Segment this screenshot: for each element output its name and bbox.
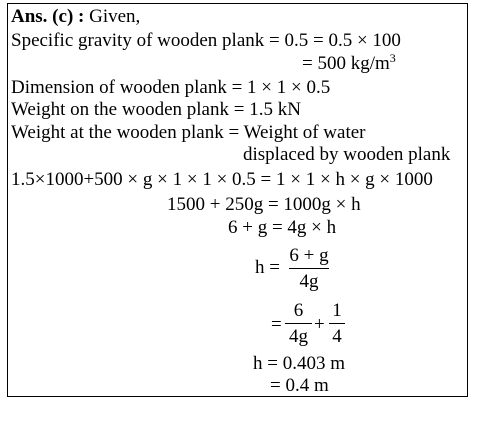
weight-equation-continuation: displaced by wooden plank — [243, 144, 451, 165]
first-split-numerator: 6 — [293, 300, 304, 321]
unit-exponent: 3 — [389, 51, 396, 65]
h-fraction-denominator: 4g — [299, 271, 319, 292]
answer-label: Ans. (c) : — [11, 6, 85, 27]
final-answer-line: = 0.4 m — [270, 375, 329, 396]
first-split-fraction — [285, 300, 312, 348]
second-split-fraction — [329, 300, 345, 348]
simplified-equation-line: 1500 + 250g = 1000g × h — [167, 194, 361, 215]
fraction-bar — [285, 323, 312, 324]
first-split-denominator: 4g — [289, 326, 308, 347]
fraction-bar — [289, 268, 329, 269]
second-split-denominator: 4 — [332, 326, 342, 347]
split-equals-sign: = — [271, 314, 282, 335]
answer-heading-line — [11, 6, 140, 28]
fraction-bar — [329, 323, 345, 324]
second-split-numerator: 1 — [332, 300, 342, 321]
weight-equation-line: Weight at the wooden plank = Weight of water — [11, 122, 366, 143]
specific-gravity-value: = 500 kg/m — [302, 53, 390, 74]
h-equals-label: h = — [255, 257, 280, 278]
reduced-equation-line: 6 + g = 4g × h — [228, 217, 337, 238]
plus-sign: + — [314, 314, 325, 335]
specific-gravity-result — [302, 53, 396, 75]
dimension-line: Dimension of wooden plank = 1 × 1 × 0.5 — [11, 77, 331, 98]
h-fraction-numerator: 6 + g — [289, 245, 329, 266]
h-fraction — [289, 245, 329, 293]
weight-on-plank-line: Weight on the wooden plank = 1.5 kN — [11, 99, 301, 120]
height-result-line: h = 0.403 m — [253, 353, 345, 374]
answer-intro: Given, — [84, 6, 141, 27]
balance-equation-line: 1.5×1000+500 × g × 1 × 1 × 0.5 = 1 × 1 × h × g × 1000 — [11, 169, 433, 190]
specific-gravity-line: Specific gravity of wooden plank = 0.5 = 0.5 × 100 — [11, 30, 401, 51]
